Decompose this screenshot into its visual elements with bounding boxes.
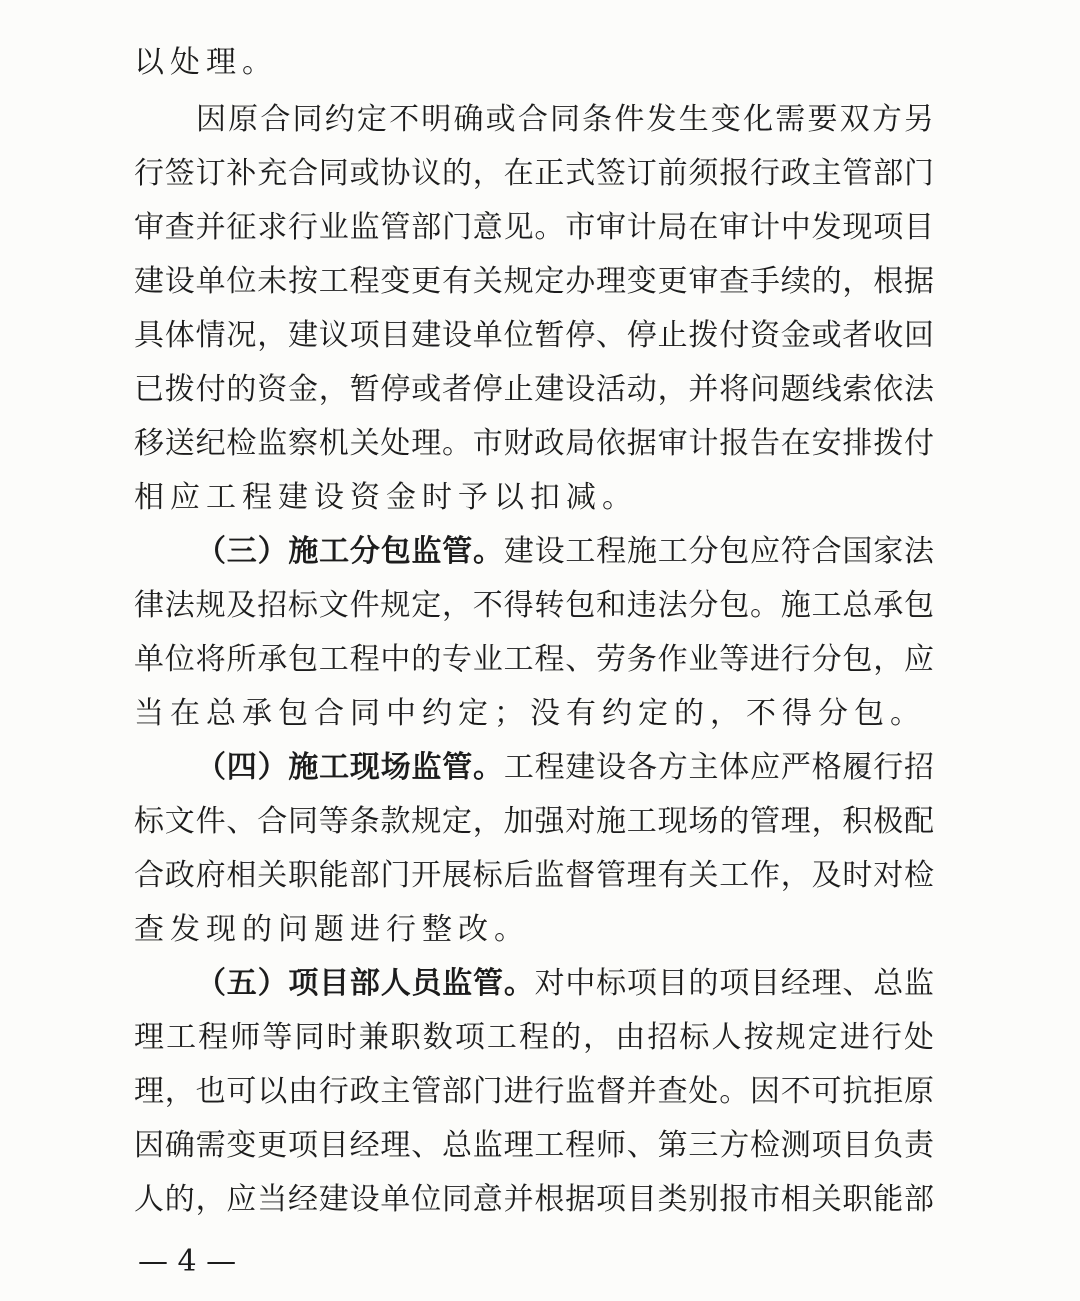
text-line: 行签订补充合同或协议的，在正式签订前须报行政主管部门 — [134, 156, 934, 191]
text-line: 人的，应当经建设单位同意并根据项目类别报市相关职能部 — [134, 1182, 934, 1217]
text-line: 因原合同约定不明确或合同条件发生变化需要双方另 — [196, 102, 934, 137]
text-line: （五）项目部人员监管。对中标项目的项目经理、总监 — [196, 966, 935, 1001]
text-line: 移送纪检监察机关处理。市财政局依据审计报告在安排拨付 — [134, 426, 934, 461]
page-number: — 4 — — [138, 1244, 237, 1279]
text-line: 因确需变更项目经理、总监理工程师、第三方检测项目负责 — [134, 1128, 934, 1163]
text-line: （四）施工现场监管。工程建设各方主体应严格履行招 — [196, 750, 935, 785]
text-line: 建设单位未按工程变更有关规定办理变更审查手续的，根据 — [134, 264, 934, 299]
text-line: 律法规及招标文件规定，不得转包和违法分包。施工总承包 — [134, 588, 934, 623]
text-line: 相应工程建设资金时予以扣减。 — [134, 480, 638, 515]
section-heading: （三）施工分包监管。 — [196, 534, 504, 569]
text-line: 以处理。 — [134, 45, 278, 80]
text-line: 查发现的问题进行整改。 — [134, 912, 530, 947]
text-line: 当在总承包合同中约定；没有约定的，不得分包。 — [134, 696, 926, 731]
text-line: 单位将所承包工程中的专业工程、劳务作业等进行分包，应 — [134, 642, 934, 677]
section-heading: （四）施工现场监管。 — [196, 750, 504, 785]
text-line: 合政府相关职能部门开展标后监督管理有关工作，及时对检 — [134, 858, 934, 893]
section-heading: （五）项目部人员监管。 — [196, 966, 535, 1001]
text-line: 理工程师等同时兼职数项工程的，由招标人按规定进行处 — [134, 1020, 934, 1055]
text-line: 具体情况，建议项目建设单位暂停、停止拨付资金或者收回 — [134, 318, 934, 353]
text-line: 审查并征求行业监管部门意见。市审计局在审计中发现项目 — [134, 210, 934, 245]
text-line: （三）施工分包监管。建设工程施工分包应符合国家法 — [196, 534, 935, 569]
text-line: 理，也可以由行政主管部门进行监督并查处。因不可抗拒原 — [134, 1074, 934, 1109]
text-line: 标文件、合同等条款规定，加强对施工现场的管理，积极配 — [134, 804, 934, 839]
text-line: 已拨付的资金，暂停或者停止建设活动，并将问题线索依法 — [134, 372, 934, 407]
